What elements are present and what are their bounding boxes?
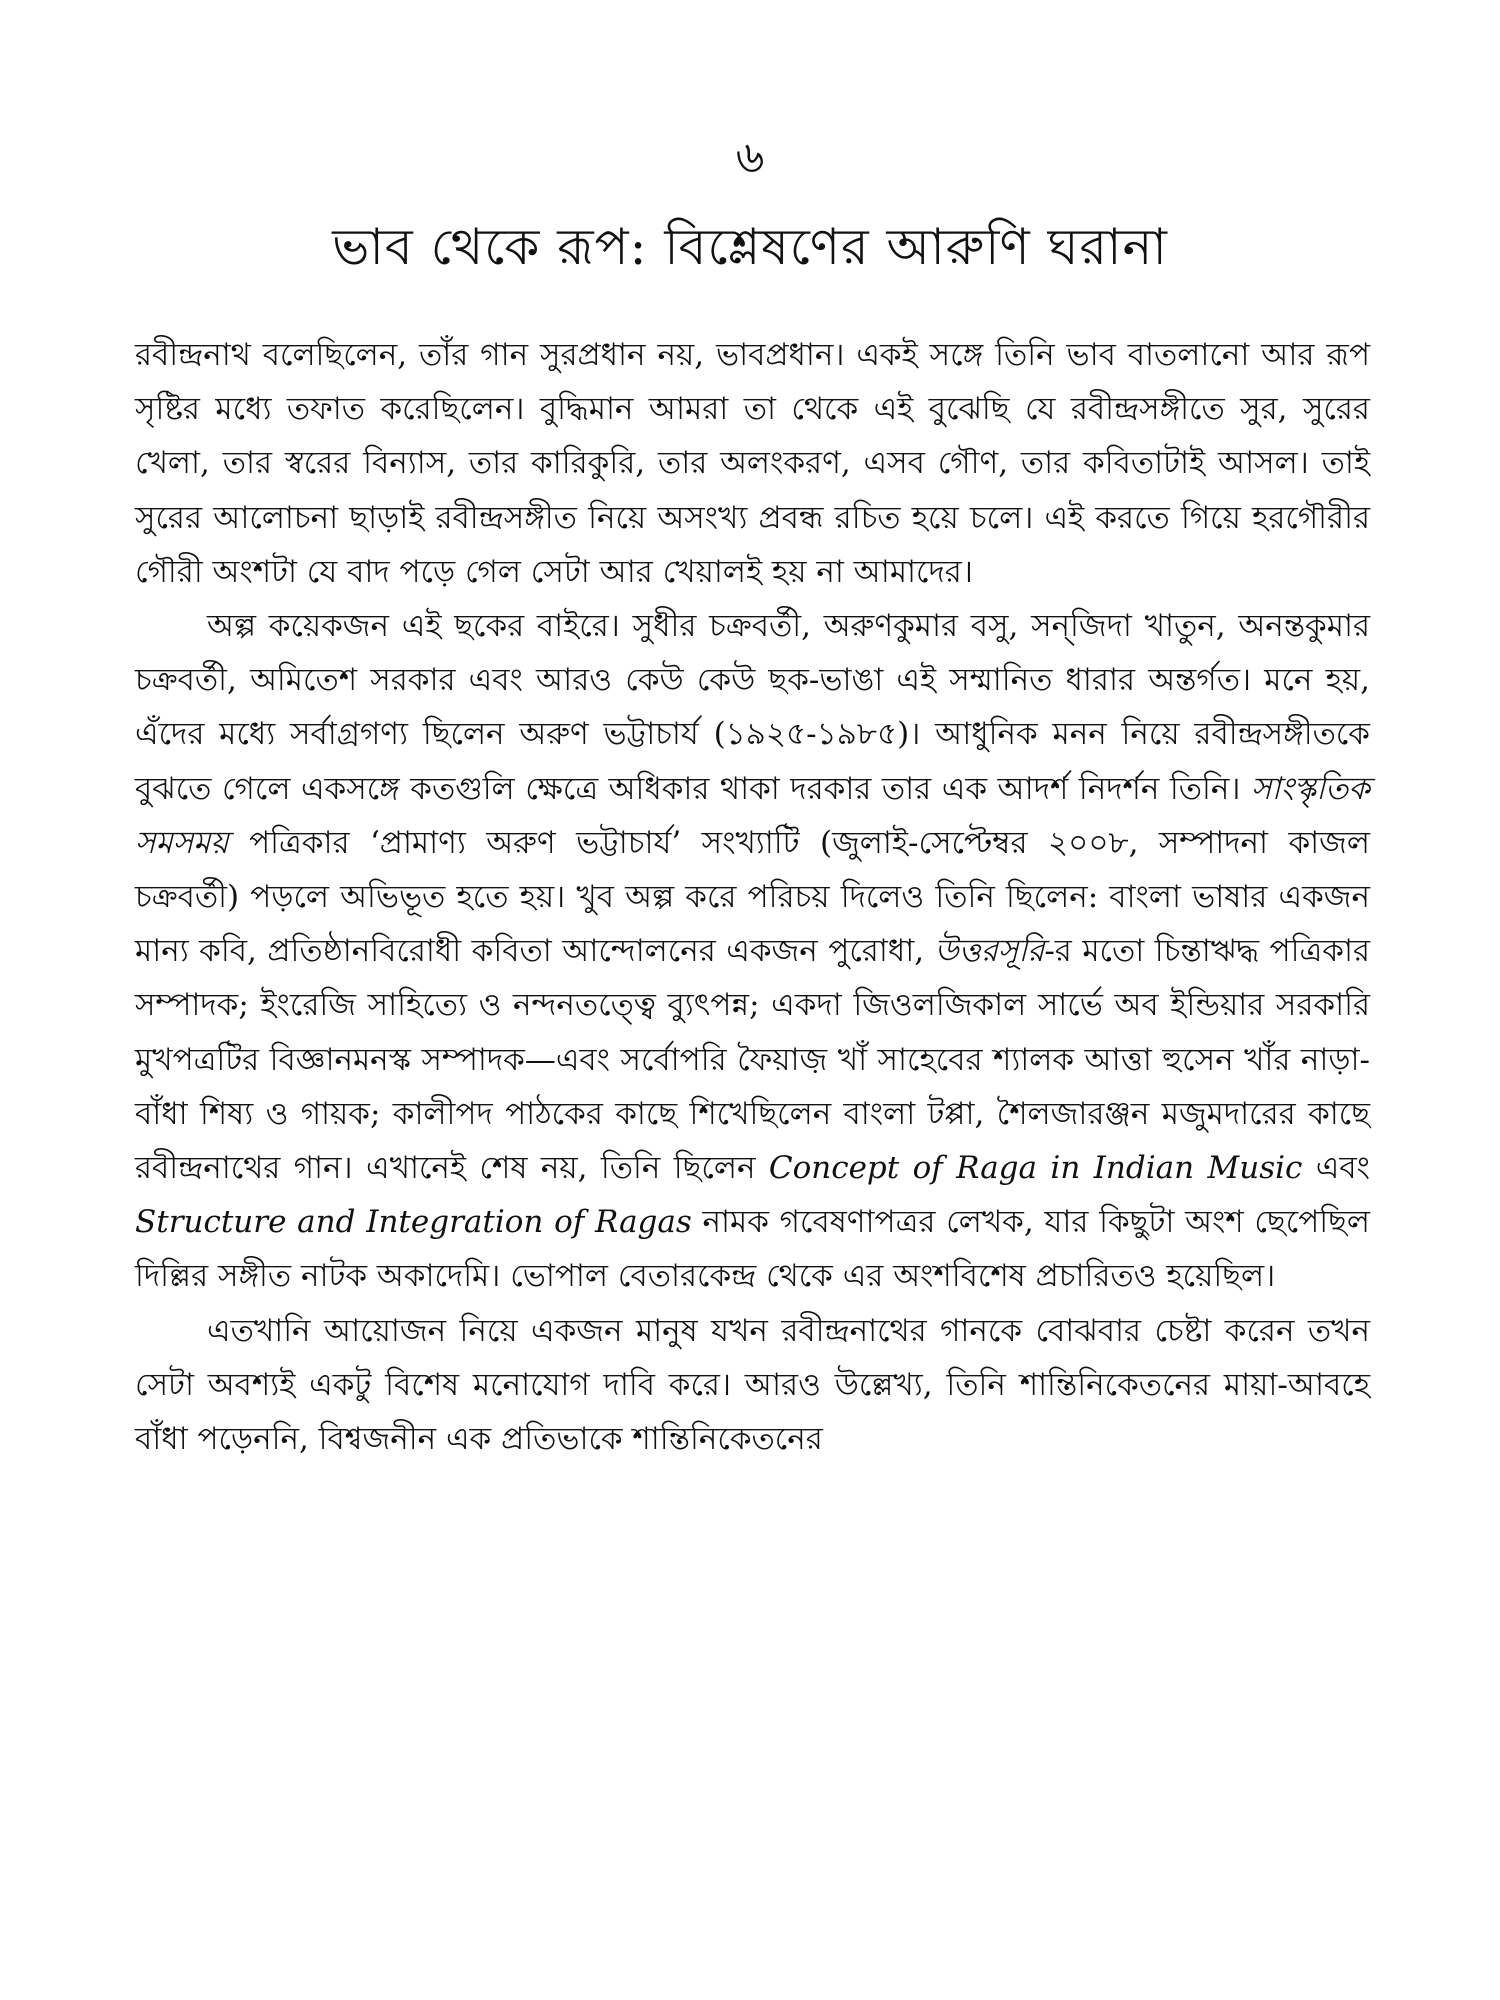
paper-title-structure-integration: Structure and Integration of Ragas: [135, 1204, 692, 1241]
paragraph-1: রবীন্দ্রনাথ বলেছিলেন, তাঁর গান সুরপ্রধান নয়, ভাবপ্রধান। একই সঙ্গে তিনি ভাব বাতলানো আর রূপ সৃষ্টির মধ্যে তফাত করেছিলেন। বুদ্ধিমান আমরা তা থেকে এই বুঝেছি যে রবীন্দ্রসঙ্গীতে সুর, সুরের খেলা, তার স্বরের বিন্যাস, তার কারিকুরি, তার অলংকরণ, এসব গৌণ, তার কবিতাটাই আসল। তাই সুরের আলোচনা ছাড়াই রবীন্দ্রসঙ্গীত নিয়ে অসংখ্য প্রবন্ধ রচিত হয়ে চলে। এই করতে গিয়ে হরগৌরীর গৌরী অংশটা যে বাদ পড়ে গেল সেটা আর খেয়ালই হয় না আমাদের।: [135, 337, 1370, 590]
paragraph-2-text-4: এবং: [1302, 1150, 1370, 1187]
paragraph-2: [135, 599, 1370, 1304]
chapter-title: ভাব থেকে রূপ: বিশ্লেষণের আরুণি ঘরানা: [332, 218, 1168, 276]
paper-title-concept-of-raga: Concept of Raga in Indian Music: [768, 1150, 1303, 1187]
paragraph-2-text-1: অল্প কয়েকজন এই ছকের বাইরে। সুধীর চক্রবর্তী, অরুণকুমার বসু, সন্‌জিদা খাতুন, অনন্তকুমার চক্রবর্তী, অমিতেশ সরকার এবং আরও কেউ কেউ ছক-ভাঙা এই সম্মানিত ধারার অন্তর্গত। মনে হয়, এঁদের মধ্যে সর্বাগ্রগণ্য ছিলেন অরুণ ভট্টাচার্য (১৯২৫-১৯৮৫)। আধুনিক মনন নিয়ে রবীন্দ্রসঙ্গীতকে বুঝতে গেলে একসঙ্গে কতগুলি ক্ষেত্রে অধিকার থাকা দরকার তার এক আদর্শ নিদর্শন তিনি।: [135, 608, 1370, 807]
body-text: [135, 328, 1370, 1466]
paragraph-2-text-3: -র মতো চিন্তাঋদ্ধ পত্রিকার সম্পাদক; ইংরেজি সাহিত্যে ও নন্দনতত্ত্বে ব্যুৎপন্ন; একদা জিওলজিকাল সার্ভে অব ইন্ডিয়ার সরকারি মুখপত্রটির বিজ্ঞানমনস্ক সম্পাদক—এবং সর্বোপরি ফৈয়াজ় খাঁ সাহেবের শ্যালক আত্তা হুসেন খাঁর নাড়া-বাঁধা শিষ্য ও গায়ক; কালীপদ পাঠকের কাছে শিখেছিলেন বাংলা টপ্পা, শৈলজারঞ্জন মজুমদারের কাছে রবীন্দ্রনাথের গান। এখানেই শেষ নয়, তিনি ছিলেন: [135, 933, 1370, 1187]
journal-title-uttarsuri: উত্তরসূরি: [934, 933, 1045, 970]
chapter-number: ৬: [735, 132, 765, 183]
paragraph-2-text-2: পত্রিকার ‘প্রামাণ্য অরুণ ভট্টাচার্য’ সংখ্যাটি (জুলাই-সেপ্টেম্বর ২০০৮, সম্পাদনা কাজল চক্রবর্তী) পড়লে অভিভূত হতে হয়। খুব অল্প করে পরিচয় দিলেও তিনি ছিলেন: বাংলা ভাষার একজন মান্য কবি, প্রতিষ্ঠানবিরোধী কবিতা আন্দোলনের একজন পুরোধা,: [135, 824, 1370, 970]
journal-title-samasamay: সাংস্কৃতিক সমসময়: [135, 770, 1370, 861]
paragraph-2-text-5: নামক গবেষণাপত্রর লেখক, যার কিছুটা অংশ ছেপেছিল দিল্লির সঙ্গীত নাটক অকাদেমি। ভোপাল বেতারকেন্দ্র থেকে এর অংশবিশেষ প্রচারিতও হয়েছিল।: [135, 1204, 1370, 1295]
paragraph-3: এতখানি আয়োজন নিয়ে একজন মানুষ যখন রবীন্দ্রনাথের গানকে বোঝবার চেষ্টা করেন তখন সেটা অবশ্যই একটু বিশেষ মনোযোগ দাবি করে। আরও উল্লেখ্য, তিনি শান্তিনিকেতনের মায়া-আবহে বাঁধা পড়েননি, বিশ্বজনীন এক প্রতিভাকে শান্তিনিকেতনের: [135, 1312, 1370, 1458]
